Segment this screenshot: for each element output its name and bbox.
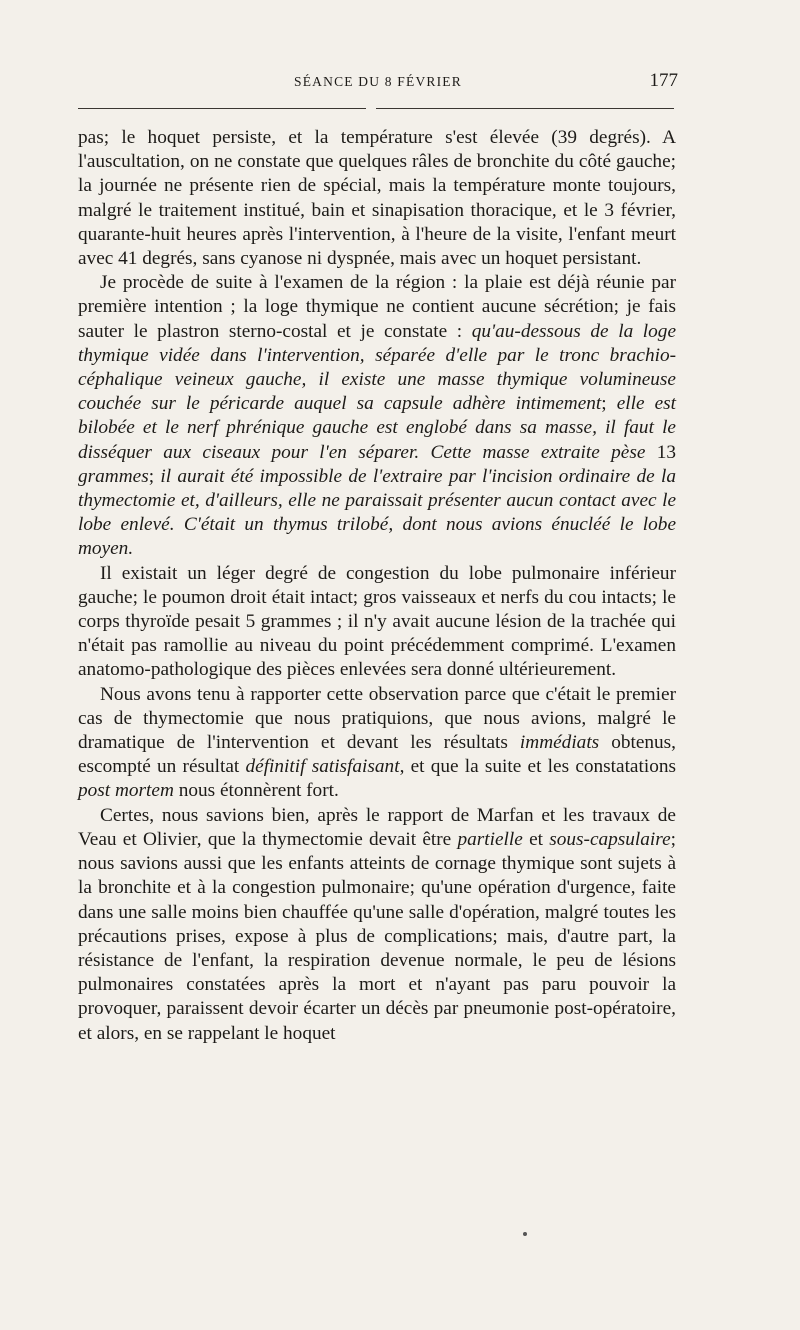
text-run: 13 — [656, 441, 676, 463]
header-rule-right — [376, 108, 674, 109]
text-run: obtenus, escompté un résultat — [78, 732, 676, 778]
page-header — [78, 70, 678, 94]
running-title: SÉANCE DU 8 FÉVRIER — [294, 74, 462, 89]
italic-text: il aurait été impossible de l'extraire par l'incision ordinaire de la thymectomie et, d'ailleurs, elle ne paraissait présenter aucun contact avec le lobe enlevé. C'était un thymus trilobé, dont nous avions énucléé le lobe moyen. — [78, 465, 676, 560]
italic-text: qu'au-dessous de la loge thymique vidée dans l'intervention, séparée d'elle par le tronc brachio-céphalique veineux gauche, il existe une masse thymique volumineuse couchée sur le péricarde auquel sa capsule adhère intimement — [78, 320, 676, 415]
paragraph-5 — [78, 804, 676, 1046]
italic-text: grammes — [78, 465, 149, 487]
paragraph-1 — [78, 126, 676, 271]
print-speck — [523, 1232, 527, 1236]
text-run: pas; le hoquet persiste, et la température s'est élevée (39 degrés). A l'auscultation, on ne constate que quelques râles de bronchite du côté gauche; la journée ne présente rien de spécial, mais la température monte toujours, malgré le traitement institué, bain et sinapisation thoracique, et le 3 février, quarante-huit heures après l'intervention, à l'heure de la visite, l'enfant meurt avec 41 degrés, sans cyanose ni dyspnée, mais avec un hoquet persistant. — [78, 127, 676, 270]
paragraph-4 — [78, 683, 676, 804]
italic-text: sous-capsulaire — [549, 828, 671, 850]
text-run: Je procède de suite à l'examen de la région : la plaie est déjà réunie par première intention ; la loge thymique ne contient aucune sécrétion; je fais sauter le plastron sterno-costal et je constate : — [78, 272, 676, 342]
text-run: , et que la suite et les constatations — [399, 756, 676, 778]
text-run: nous étonnèrent fort. — [173, 780, 339, 802]
paragraph-3 — [78, 562, 676, 683]
italic-text: post mortem — [78, 780, 174, 802]
body-text — [78, 126, 676, 1046]
text-run: ; nous savions aussi que les enfants atteints de cornage thymique sont sujets à la bronchite et à la congestion pulmonaire; qu'une opération d'urgence, faite dans une salle moins bien chauffée qu'une salle d'opération, malgré toutes les précautions prises, expose à plus de complications; mais, d'autre part, la résistance de l'enfant, la respiration devenue normale, le peu de lésions pulmonaires constatées après la mort et n'ayant pas paru pouvoir la provoquer, paraissent devoir écarter un décès par pneumonie post-opératoire, et alors, en se rappelant le hoquet — [78, 828, 676, 1044]
page-number: 177 — [649, 70, 678, 91]
italic-text: elle est bilobée et le nerf phrénique gauche est englobé dans sa masse, il faut le disséquer aux ciseaux pour l'en séparer. Cette masse extraite pèse — [78, 393, 676, 463]
paragraph-2 — [78, 271, 676, 561]
text-run: et — [522, 828, 550, 850]
text-run: ; — [148, 465, 161, 487]
text-run: ; — [601, 393, 617, 415]
text-run: Nous avons tenu à rapporter cette observation parce que c'était le premier cas de thymectomie que nous pratiquions, que nous avions, malgré le dramatique de l'intervention et devant les résultats — [78, 683, 676, 754]
italic-text: partielle — [457, 828, 523, 850]
text-run: Il existait un léger degré de congestion du lobe pulmonaire inférieur gauche; le poumon droit était intact; gros vaisseaux et nerfs du cou intacts; le corps thyroïde pesait 5 grammes ; il n'y avait aucune lésion de la trachée qui n'était pas ramollie au niveau du point précédemment comprimé. L'examen anatomo-pathologique des pièces enlevées sera donné ultérieurement. — [78, 562, 676, 681]
text-run: Certes, nous savions bien, après le rapport de Marfan et les travaux de Veau et Olivier, que la thymectomie devait être — [78, 804, 676, 850]
italic-text: définitif satisfaisant — [245, 756, 400, 778]
header-rule-left — [78, 108, 366, 109]
italic-text: immédiats — [519, 732, 600, 754]
